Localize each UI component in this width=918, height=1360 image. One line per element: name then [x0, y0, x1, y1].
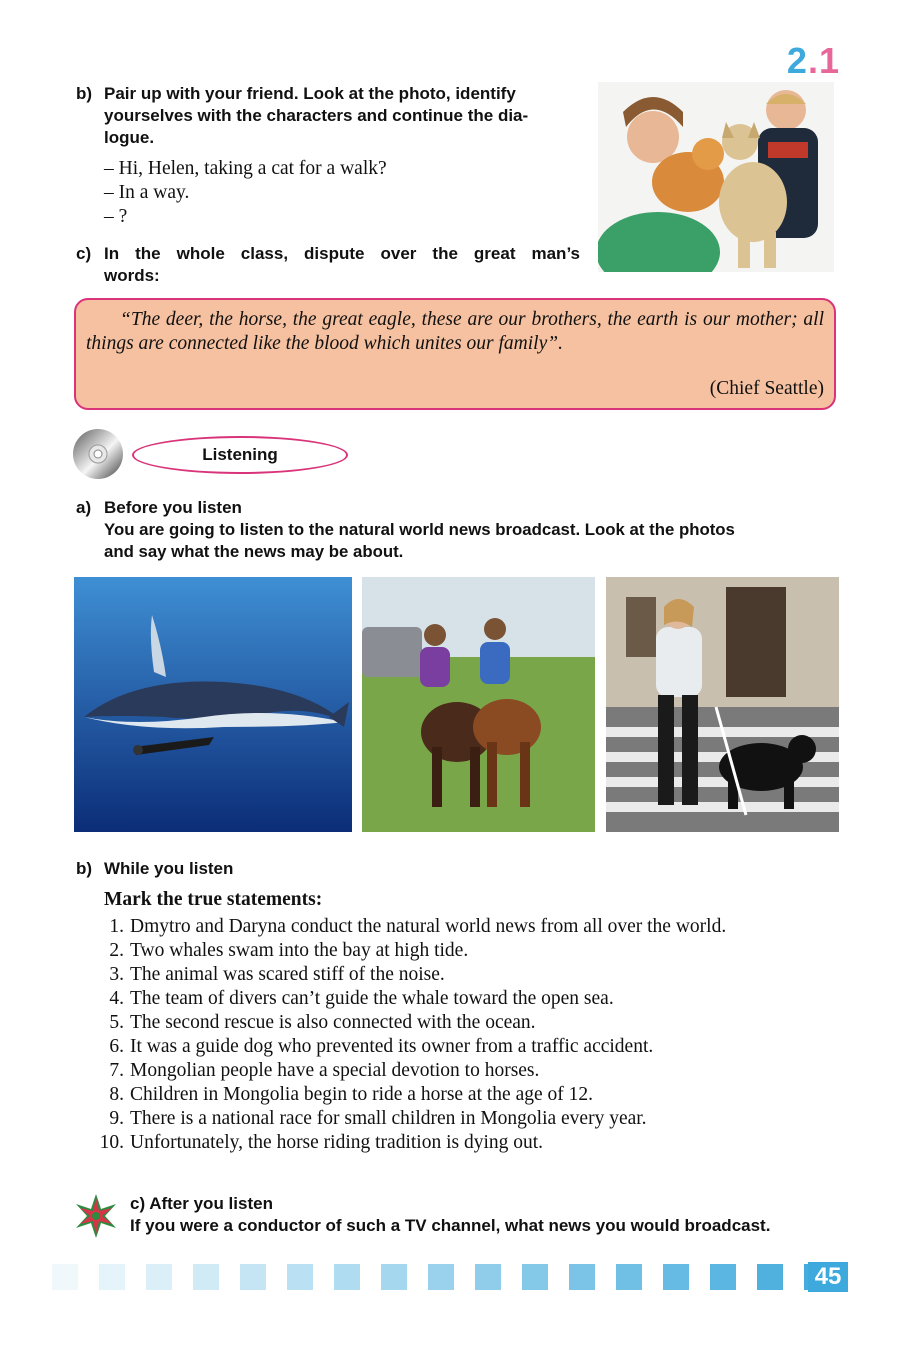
- dialogue-line: – Hi, Helen, taking a cat for a walk?: [104, 158, 387, 179]
- after-heading: c) After you listen: [130, 1194, 273, 1213]
- footer-square: [569, 1264, 595, 1290]
- statement-item: [74, 1083, 839, 1107]
- statement-number: 1.: [109, 916, 124, 937]
- statement-item: [74, 939, 839, 963]
- before-text-line-1: You are going to listen to the natural world news broadcast. Look at the photos: [104, 520, 735, 539]
- section-dot: .: [807, 40, 819, 81]
- page-number-text: 45: [814, 1263, 842, 1290]
- section-minor: 1: [818, 40, 840, 81]
- star-icon: [72, 1192, 120, 1240]
- statement-number: 3.: [109, 964, 124, 985]
- statement-item: [74, 1059, 839, 1083]
- photo-girl-cat-boy-dog: [598, 82, 834, 272]
- statement-number: 5.: [109, 1012, 124, 1033]
- task-c-line-2: words:: [104, 266, 160, 285]
- footer-square: [522, 1264, 548, 1290]
- footer-square: [193, 1264, 219, 1290]
- statement-text: The second rescue is also connected with the ocean.: [130, 1012, 536, 1033]
- footer-square: [52, 1264, 78, 1290]
- task-b-label: b): [76, 84, 93, 103]
- footer-square: [757, 1264, 783, 1290]
- statement-item: [74, 1107, 839, 1131]
- dialogue-line: – ?: [104, 206, 128, 227]
- footer-square: [710, 1264, 736, 1290]
- footer-square: [99, 1264, 125, 1290]
- footer-square: [146, 1264, 172, 1290]
- statement-item: [74, 1011, 839, 1035]
- quote-author: (Chief Seattle): [709, 378, 824, 399]
- statement-number: 7.: [109, 1060, 124, 1081]
- statement-text: It was a guide dog who prevented its owner from a traffic accident.: [130, 1036, 654, 1057]
- after-text: If you were a conductor of such a TV channel, what news you would broadcast.: [130, 1216, 771, 1235]
- statement-text: The team of divers can’t guide the whale toward the open sea.: [130, 988, 614, 1009]
- section-number: [787, 40, 840, 82]
- footer-square: [334, 1264, 360, 1290]
- while-label: b): [76, 859, 93, 878]
- statement-text: Dmytro and Daryna conduct the natural world news from all over the world.: [130, 916, 727, 937]
- dialogue-line: – In a way.: [104, 182, 190, 203]
- cd-icon: [72, 428, 124, 480]
- statement-item: [74, 1035, 839, 1059]
- footer-square: [616, 1264, 642, 1290]
- statement-item: [74, 963, 839, 987]
- statement-item: [74, 915, 839, 939]
- task-b-line-2: yourselves with the characters and continue the dia-: [104, 106, 529, 125]
- statement-item: [74, 987, 839, 1011]
- task-c-label: c): [76, 244, 92, 263]
- task-b-line-3: logue.: [104, 128, 155, 147]
- before-heading: Before you listen: [104, 498, 242, 517]
- photo-guide-dog: [606, 577, 839, 832]
- footer-square: [428, 1264, 454, 1290]
- page-number: [808, 1262, 848, 1292]
- statement-text: Mongolian people have a special devotion to horses.: [130, 1060, 540, 1081]
- statement-number: 9.: [109, 1108, 124, 1129]
- footer-square: [240, 1264, 266, 1290]
- statement-text: Unfortunately, the horse riding tradition is dying out.: [130, 1132, 544, 1153]
- listening-title: Listening: [202, 445, 278, 464]
- task-c-line-1: In the whole class, dispute over the great man’s: [104, 244, 580, 263]
- statement-number: 2.: [109, 940, 124, 961]
- footer-square: [663, 1264, 689, 1290]
- while-heading: While you listen: [104, 859, 234, 878]
- statement-number: 8.: [109, 1084, 124, 1105]
- before-you-listen: [76, 497, 846, 563]
- quote-box: [74, 298, 836, 410]
- footer-square: [475, 1264, 501, 1290]
- photo-horse-riders: [362, 577, 595, 832]
- listening-heading: [132, 436, 348, 474]
- task-b-instruction: [76, 83, 580, 149]
- statement-text: Two whales swam into the bay at high tide.: [130, 940, 469, 961]
- while-instruction: Mark the true statements:: [104, 889, 323, 910]
- quote-text: “The deer, the horse, the great eagle, these are our brothers, the earth is our mother; all things are connected like the blood which unites our family”.: [86, 309, 824, 354]
- statement-text: Children in Mongolia begin to ride a horse at the age of 12.: [130, 1084, 594, 1105]
- before-label: a): [76, 498, 92, 517]
- statement-number: 4.: [109, 988, 124, 1009]
- statement-number: 6.: [109, 1036, 124, 1057]
- footer-square: [381, 1264, 407, 1290]
- statement-text: The animal was scared stiff of the noise.: [130, 964, 445, 985]
- dialogue: [104, 157, 387, 229]
- task-c-instruction: [76, 243, 580, 287]
- photo-whale-diver: [74, 577, 352, 832]
- section-major: 2: [786, 40, 808, 81]
- statement-item: [74, 1131, 839, 1155]
- statement-text: There is a national race for small children in Mongolia every year.: [130, 1108, 647, 1129]
- footer-square: [287, 1264, 313, 1290]
- task-b-line-1: Pair up with your friend. Look at the photo, identify: [104, 84, 516, 103]
- while-you-listen: [76, 858, 233, 880]
- after-you-listen: [130, 1193, 850, 1237]
- statement-number: 10.: [99, 1132, 124, 1153]
- before-text-line-2: and say what the news may be about.: [104, 542, 404, 561]
- statements-list: [74, 915, 839, 1155]
